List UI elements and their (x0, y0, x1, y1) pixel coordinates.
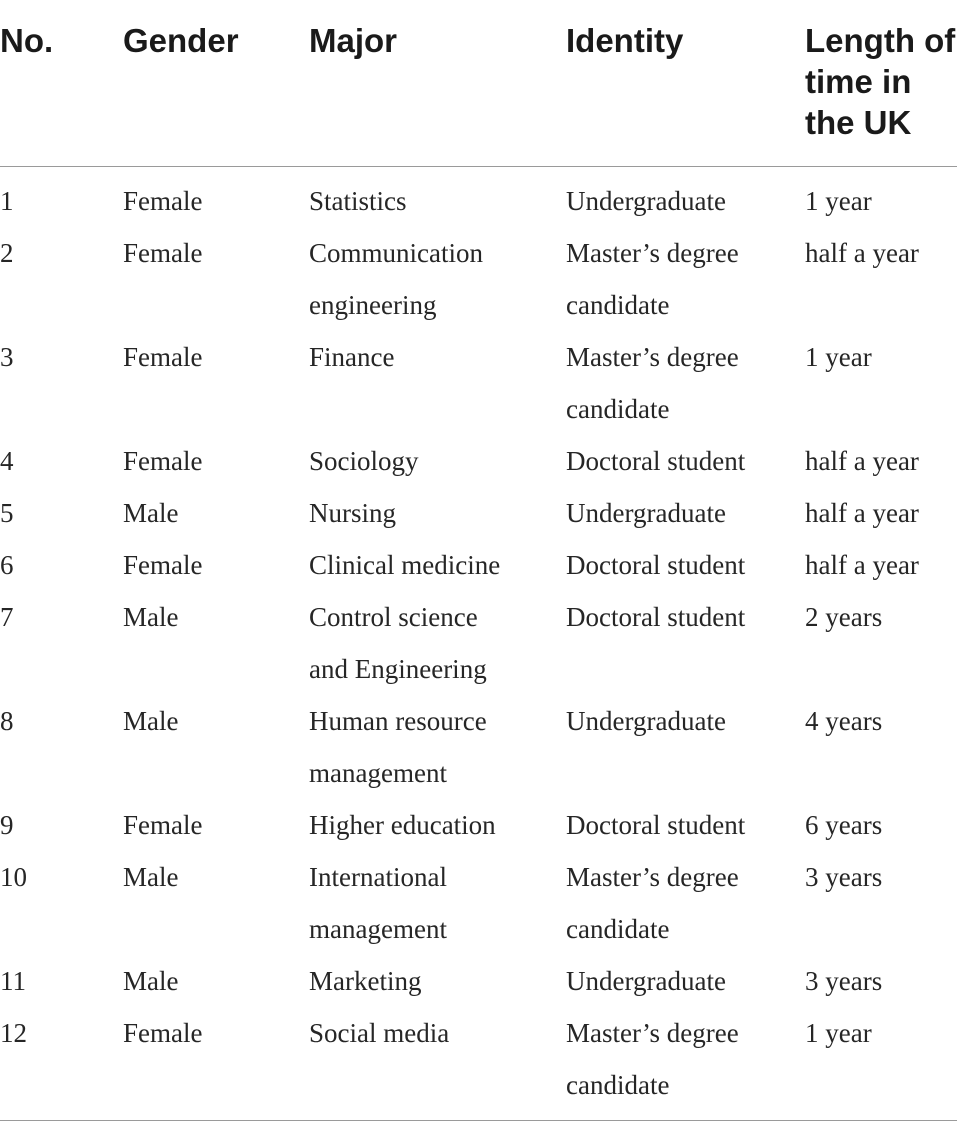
cell-line: Master’s degree (566, 342, 739, 372)
cell-line: management (309, 914, 447, 944)
cell-major (309, 227, 483, 331)
cell-major (309, 695, 487, 799)
table-row (0, 219, 957, 323)
cell-line: Doctoral student (566, 810, 746, 840)
cell-line: Higher education (309, 810, 496, 840)
header-major (309, 20, 397, 61)
cell-line: Control science (309, 602, 478, 632)
cell-line: 3 years (805, 862, 883, 892)
cell-line: Female (123, 446, 203, 476)
cell-line: International (309, 862, 447, 892)
cell-line: Female (123, 186, 203, 216)
cell-no (0, 227, 14, 279)
header-line: Major (309, 22, 398, 59)
table-row (0, 167, 957, 219)
cell-line: 9 (0, 810, 14, 840)
cell-identity (566, 227, 739, 331)
cell-line: Nursing (309, 498, 396, 528)
cell-length (805, 695, 882, 747)
cell-gender (123, 851, 178, 903)
cell-line: 2 years (805, 602, 883, 632)
cell-line: Finance (309, 342, 395, 372)
cell-line: Undergraduate (566, 498, 726, 528)
table-row (0, 323, 957, 427)
cell-line: Male (123, 862, 179, 892)
table-row (0, 479, 957, 531)
table-body (0, 167, 957, 1103)
cell-length (805, 591, 882, 643)
cell-line: engineering (309, 290, 437, 320)
cell-line: Master’s degree (566, 862, 739, 892)
cell-line: Clinical medicine (309, 550, 501, 580)
cell-line: Social media (309, 1018, 450, 1048)
header-no (0, 20, 53, 61)
cell-line: Female (123, 810, 203, 840)
cell-line: half a year (805, 238, 919, 268)
cell-gender (123, 331, 202, 383)
cell-line: Male (123, 602, 179, 632)
cell-line: 4 (0, 446, 14, 476)
cell-line: Marketing (309, 966, 422, 996)
cell-major (309, 331, 394, 383)
cell-line: management (309, 758, 447, 788)
table-row (0, 947, 957, 999)
table-row (0, 999, 957, 1103)
cell-major (309, 1007, 449, 1059)
cell-line: Doctoral student (566, 446, 746, 476)
cell-line: candidate (566, 394, 670, 424)
cell-gender (123, 695, 178, 747)
cell-line: Male (123, 706, 179, 736)
cell-line: Undergraduate (566, 966, 726, 996)
cell-line: 8 (0, 706, 14, 736)
cell-line: 11 (0, 966, 26, 996)
cell-line: Human resource (309, 706, 487, 736)
cell-major (309, 851, 447, 955)
cell-line: 6 (0, 550, 14, 580)
cell-line: Master’s degree (566, 238, 739, 268)
cell-line: Female (123, 550, 203, 580)
table-row (0, 427, 957, 479)
cell-gender (123, 1007, 202, 1059)
cell-line: Sociology (309, 446, 419, 476)
table-row (0, 583, 957, 687)
cell-length (805, 331, 872, 383)
cell-line: Male (123, 498, 179, 528)
cell-line: half a year (805, 446, 919, 476)
header-identity (566, 20, 683, 61)
cell-line: 7 (0, 602, 14, 632)
cell-line: 5 (0, 498, 14, 528)
cell-major (309, 591, 487, 695)
cell-no (0, 851, 27, 903)
cell-no (0, 1007, 27, 1059)
header-line: Gender (123, 22, 239, 59)
header-line: time in (805, 63, 912, 100)
cell-line: half a year (805, 550, 919, 580)
cell-line: Female (123, 238, 203, 268)
cell-line: Communication (309, 238, 483, 268)
cell-line: candidate (566, 1070, 670, 1100)
header-line: Identity (566, 22, 684, 59)
header-gender (123, 20, 239, 61)
cell-line: 10 (0, 862, 27, 892)
cell-line: 4 years (805, 706, 883, 736)
bottom-rule (0, 1120, 957, 1121)
cell-line: Master’s degree (566, 1018, 739, 1048)
cell-line: 1 (0, 186, 14, 216)
cell-line: Male (123, 966, 179, 996)
header-line: the UK (805, 104, 912, 141)
cell-line: Undergraduate (566, 186, 726, 216)
cell-line: Statistics (309, 186, 407, 216)
cell-no (0, 695, 14, 747)
cell-line: candidate (566, 290, 670, 320)
cell-length (805, 227, 919, 279)
cell-line: candidate (566, 914, 670, 944)
header-length-of-time (805, 20, 955, 143)
cell-identity (566, 695, 726, 747)
cell-no (0, 331, 14, 383)
cell-identity (566, 1007, 739, 1111)
cell-line: Doctoral student (566, 550, 746, 580)
header-line: Length of (805, 22, 956, 59)
cell-gender (123, 227, 202, 279)
cell-line: half a year (805, 498, 919, 528)
table-row (0, 843, 957, 947)
cell-line: 12 (0, 1018, 27, 1048)
cell-line: Undergraduate (566, 706, 726, 736)
cell-length (805, 1007, 872, 1059)
cell-line: 3 (0, 342, 14, 372)
cell-line: Doctoral student (566, 602, 746, 632)
cell-line: and Engineering (309, 654, 487, 684)
header-line: No. (0, 22, 54, 59)
table-header (0, 0, 957, 167)
cell-line: 1 year (805, 186, 872, 216)
cell-length (805, 851, 882, 903)
cell-no (0, 591, 14, 643)
cell-identity (566, 851, 739, 955)
cell-line: 2 (0, 238, 14, 268)
cell-line: 6 years (805, 810, 883, 840)
cell-identity (566, 331, 739, 435)
cell-line: Female (123, 342, 203, 372)
table-row (0, 791, 957, 843)
cell-line: 1 year (805, 1018, 872, 1048)
cell-identity (566, 591, 745, 643)
cell-line: Female (123, 1018, 203, 1048)
cell-gender (123, 591, 178, 643)
cell-line: 3 years (805, 966, 883, 996)
cell-line: 1 year (805, 342, 872, 372)
table-row (0, 531, 957, 583)
table-row (0, 687, 957, 791)
